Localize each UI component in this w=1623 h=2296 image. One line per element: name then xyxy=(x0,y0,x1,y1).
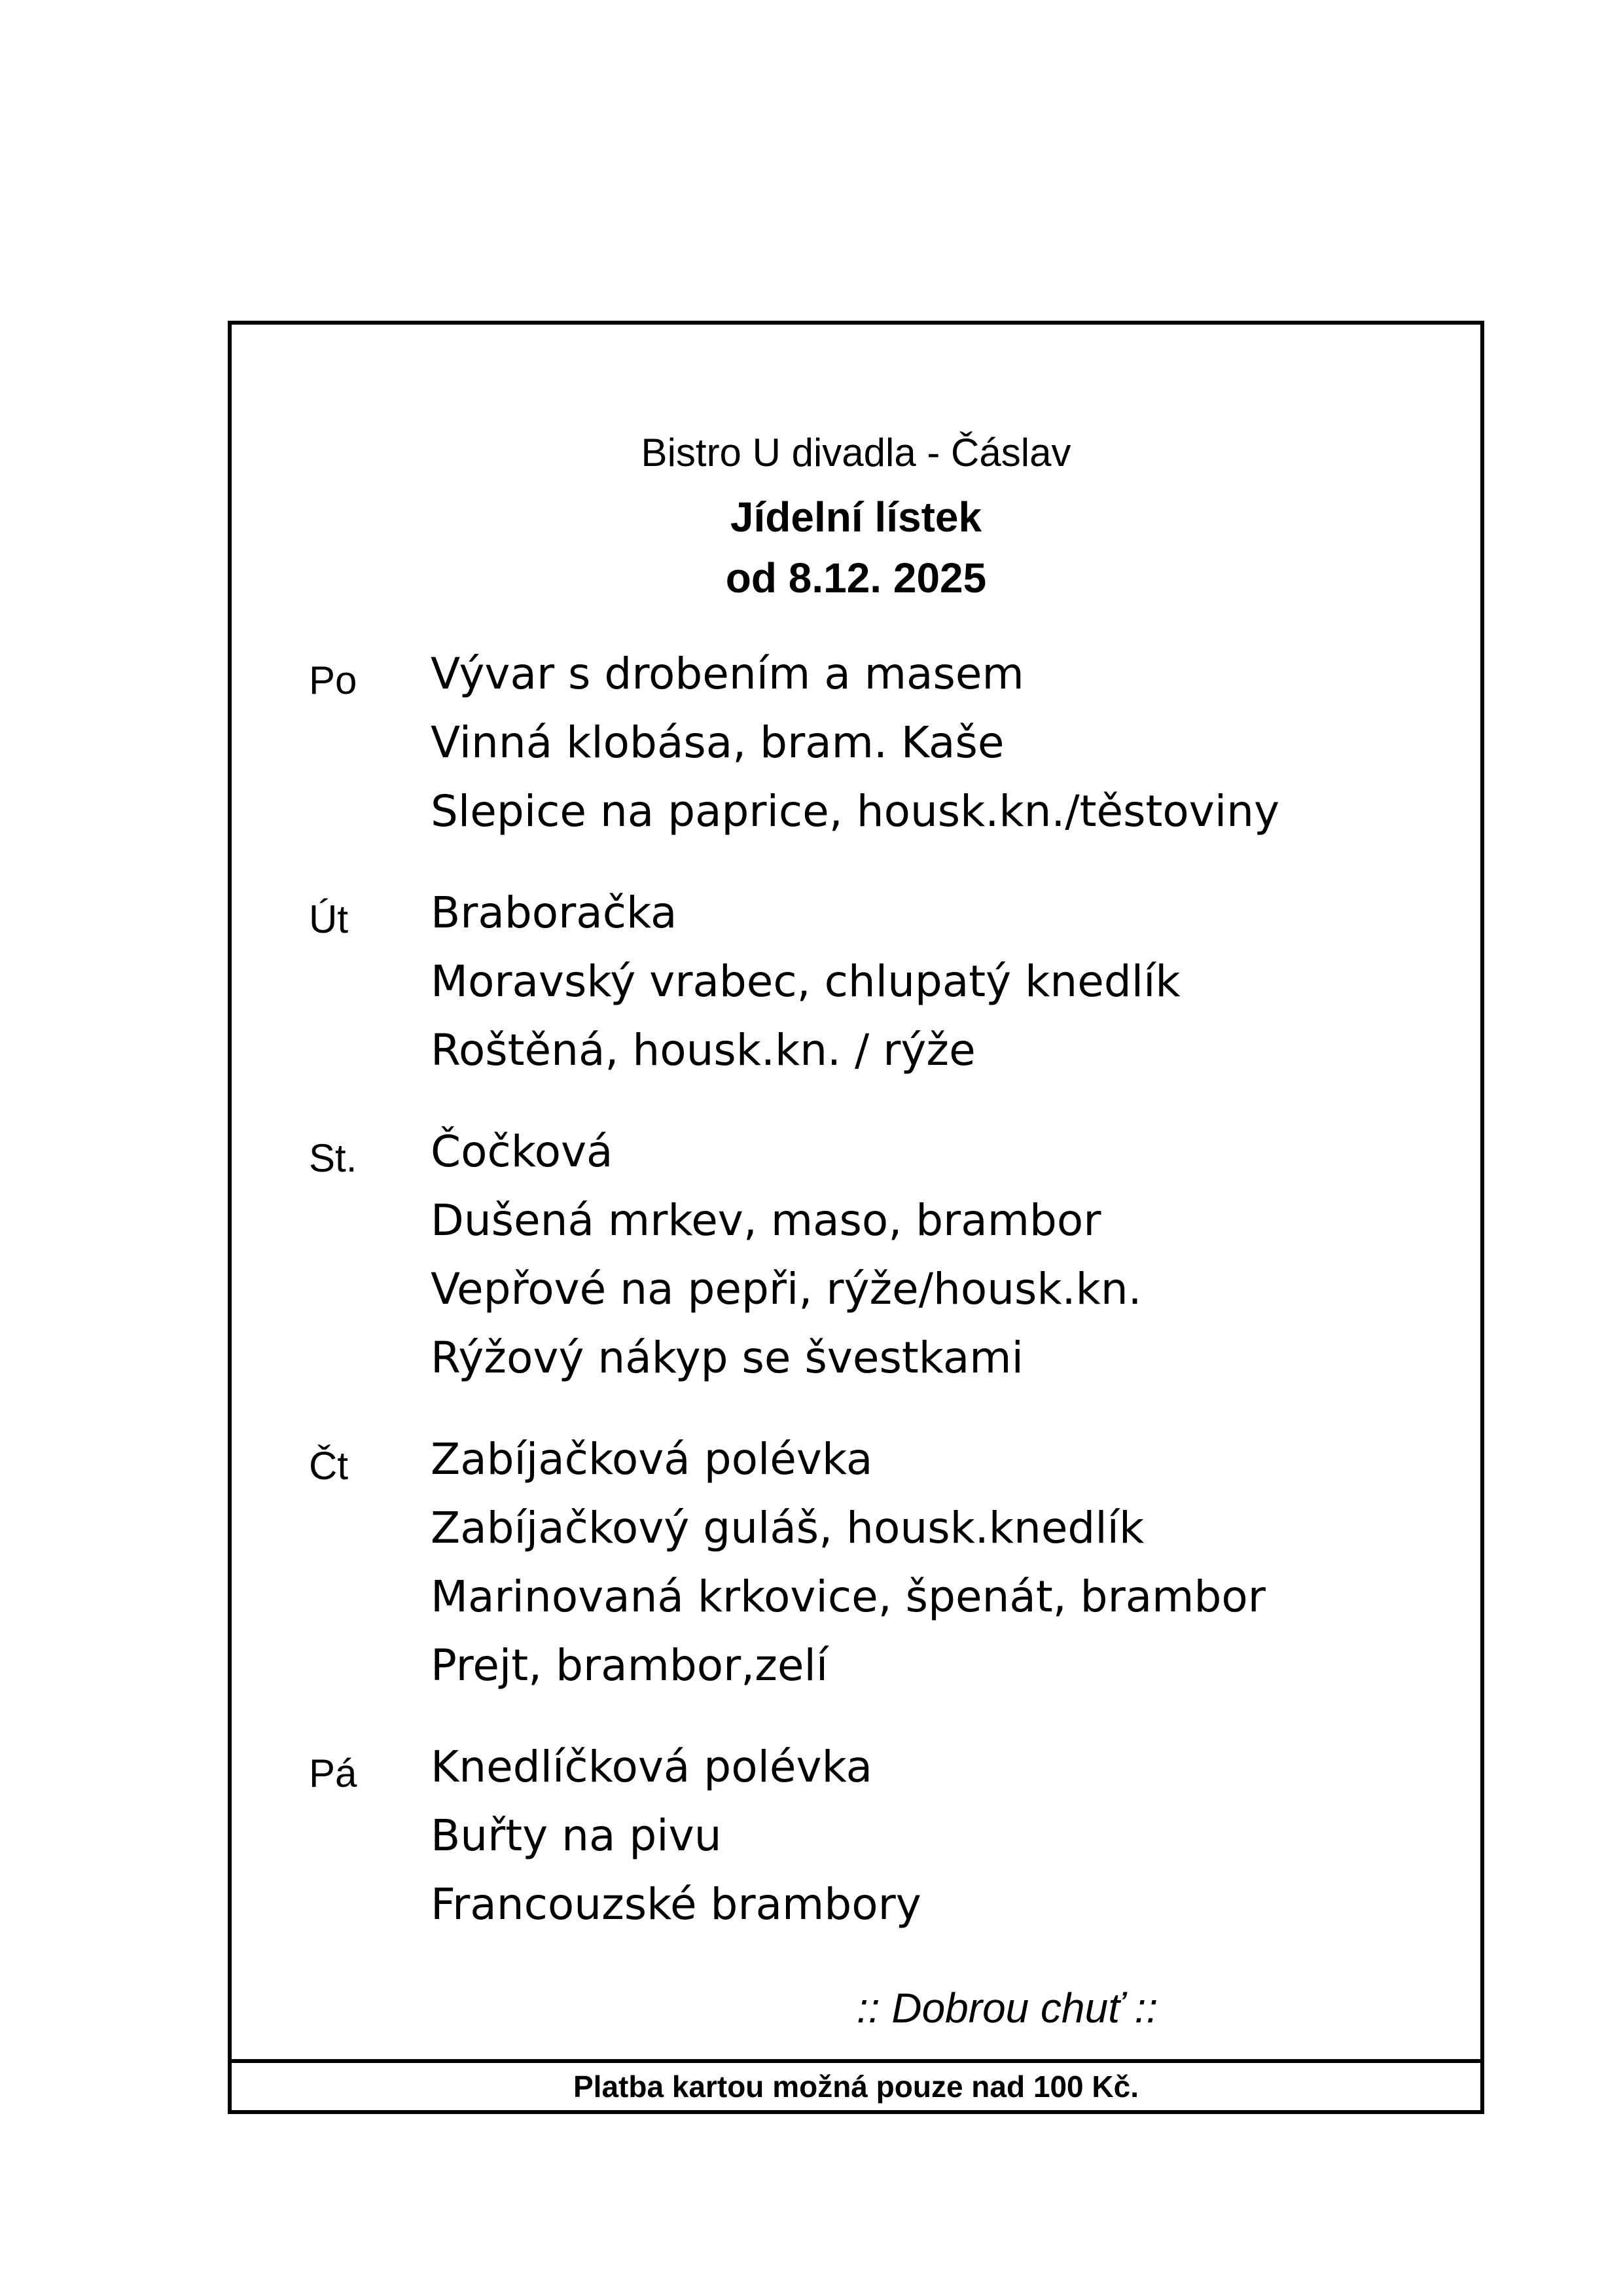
menu-title: Jídelní lístek xyxy=(730,493,982,541)
dish-item: Moravský vrabec, chlupatý knedlík xyxy=(431,956,1181,1007)
dish-item: Francouzské brambory xyxy=(431,1879,921,1929)
closing-greeting: :: Dobrou chuť :: xyxy=(857,1984,1158,2032)
day-label: Út xyxy=(309,897,348,941)
payment-note: Platba kartou možná pouze nad 100 Kč. xyxy=(573,2070,1139,2104)
dish-item: Zabíjačkový guláš, housk.knedlík xyxy=(431,1503,1145,1553)
dish-item: Prejt, brambor,zelí xyxy=(431,1640,829,1691)
day-label: Po xyxy=(309,658,357,702)
dish-item: Roštěná, housk.kn. / rýže xyxy=(431,1025,976,1075)
dish-item: Vývar s drobením a masem xyxy=(431,649,1024,699)
dish-item: Rýžový nákyp se švestkami xyxy=(431,1333,1024,1383)
dish-item: Buřty na pivu xyxy=(431,1810,722,1861)
day-group xyxy=(0,1425,1623,1700)
dish-item: Dušená mrkev, maso, brambor xyxy=(431,1195,1101,1246)
day-group xyxy=(0,639,1623,846)
dish-item: Braboračka xyxy=(431,888,677,938)
weekly-menu xyxy=(0,639,1623,1971)
day-label: St. xyxy=(309,1136,357,1180)
dish-item: Zabíjačková polévka xyxy=(431,1434,873,1484)
day-label: Pá xyxy=(309,1751,357,1795)
dish-item: Vepřové na pepři, rýže/housk.kn. xyxy=(431,1264,1142,1314)
restaurant-name: Bistro U divadla - Čáslav xyxy=(641,431,1071,475)
day-group xyxy=(0,878,1623,1085)
day-group xyxy=(0,1732,1623,1939)
day-group xyxy=(0,1117,1623,1392)
menu-date: od 8.12. 2025 xyxy=(725,554,987,601)
dish-item: Marinovaná krkovice, špenát, brambor xyxy=(431,1571,1266,1622)
dish-item: Slepice na paprice, housk.kn./těstoviny xyxy=(431,786,1280,836)
dish-item: Knedlíčková polévka xyxy=(431,1742,873,1792)
day-label: Čt xyxy=(309,1444,348,1488)
dish-item: Vinná klobása, bram. Kaše xyxy=(431,717,1005,768)
dish-item: Čočková xyxy=(431,1126,613,1177)
